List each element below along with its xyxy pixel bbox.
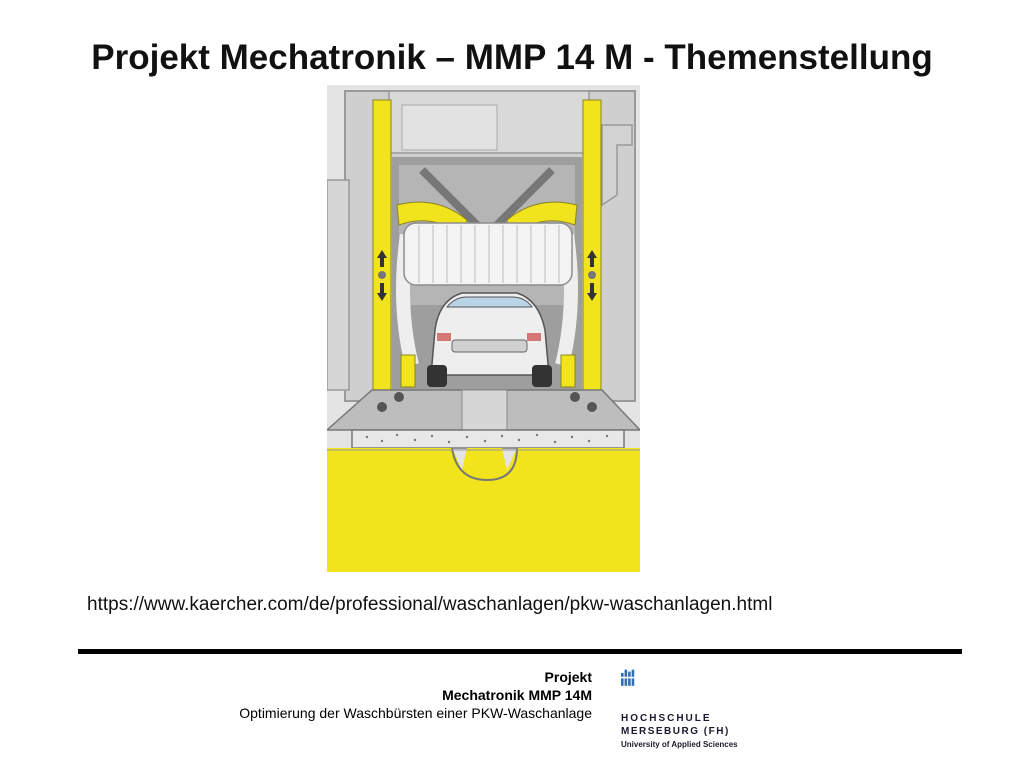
source-url: https://www.kaercher.com/de/professional/waschanlagen/pkw-waschanlagen.html [87,594,773,615]
footer-line-topic: Optimierung der Waschbürsten einer PKW-Waschanlage [239,705,592,721]
footer-divider [78,649,962,654]
university-logo [621,660,663,710]
footer-line-course: Mechatronik MMP 14M [442,687,592,703]
logo-line-hochschule: HOCHSCHULE [621,713,712,724]
footer-project-info [72,668,592,722]
logo-line-university: University of Applied Sciences [621,740,738,749]
slide-title: Projekt Mechatronik – MMP 14 M - Themenstellung [91,38,933,77]
logo-line-merseburg: MERSEBURG (FH) [621,726,730,737]
footer-line-project: Projekt [544,669,592,685]
car-wash-illustration [327,85,640,572]
